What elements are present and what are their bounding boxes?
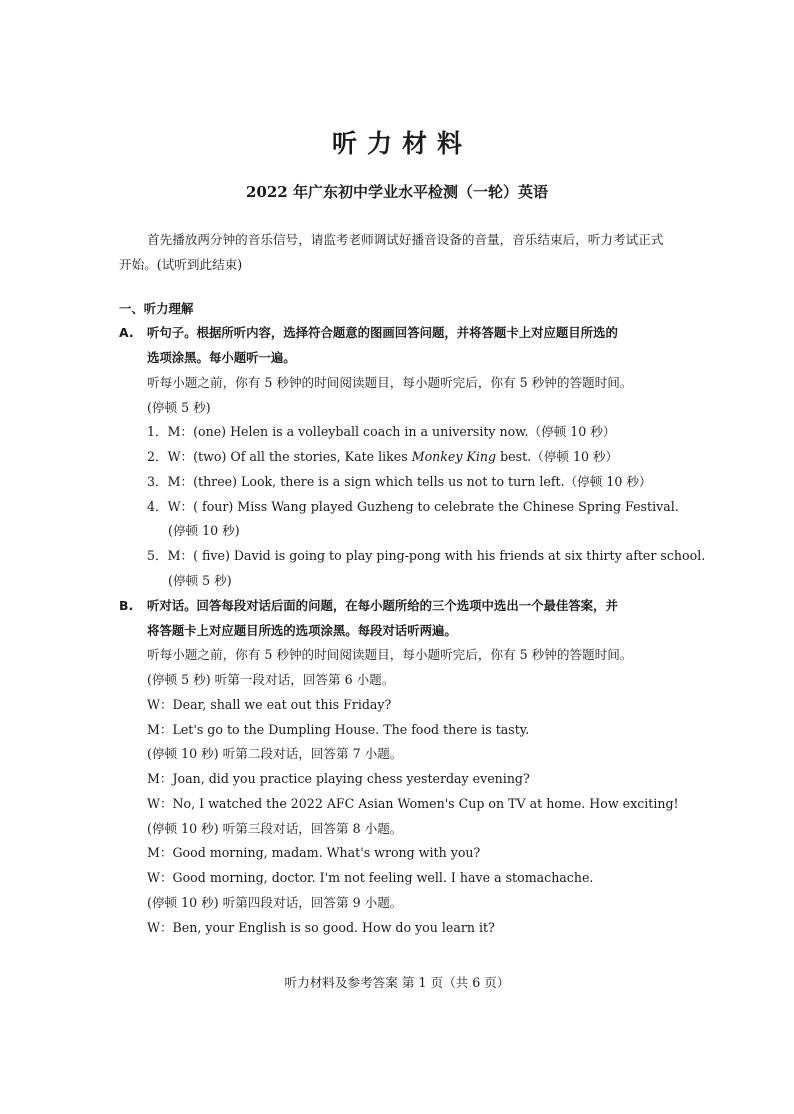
question-3: 3．M：(three) Look, there is a sign which tells us not to turn left.（停顿 10 秒） [147, 474, 652, 489]
dialog-line: W：Dear, shall we eat out this Friday? [147, 697, 392, 712]
dialog-line: M：Good morning, madam. What's wrong with you? [147, 845, 481, 860]
dialog-line: W：Ben, your English is so good. How do you learn it? [147, 920, 495, 935]
page-footer: 听力材料及参考答案 第 1 页（共 6 页） [284, 975, 510, 990]
part-a-pause: (停顿 5 秒) [147, 400, 211, 415]
question-4: 4．W：( four) Miss Wang played Guzheng to celebrate the Chinese Spring Festival. [147, 499, 679, 514]
question-2-text: 2．W：(two) Of all the stories, Kate likes [147, 449, 412, 464]
part-a-label: A. [119, 325, 134, 340]
question-2 [147, 448, 618, 466]
part-b-instruction-cont: 将答题卡上对应题目所选的选项涂黑。每段对话听两遍。 [147, 623, 457, 638]
page-title: 听力材料 [331, 129, 472, 158]
question-4-pause: (停顿 10 秒) [168, 523, 240, 538]
dialog-line: M：Joan, did you practice playing chess yesterday evening? [147, 771, 530, 786]
dialog-line: (停顿 10 秒) 听第三段对话，回答第 8 小题。 [147, 821, 403, 836]
intro-paragraph: 首先播放两分钟的音乐信号，请监考老师调试好播音设备的音量，音乐结束后，听力考试正式开始。(试听到此结束) [119, 232, 664, 272]
dialog-line: (停顿 10 秒) 听第四段对话，回答第 9 小题。 [147, 895, 403, 910]
dialog-line: W：No, I watched the 2022 AFC Asian Women's Cup on TV at home. How exciting! [147, 796, 679, 811]
section-heading: 一、听力理解 [119, 301, 194, 316]
dialog-line: (停顿 5 秒) 听第一段对话，回答第 6 小题。 [147, 672, 395, 687]
part-a-note: 听每小题之前，你有 5 秒钟的时间阅读题目，每小题听完后，你有 5 秒钟的答题时间。 [147, 375, 633, 390]
dialog-line: W：Good morning, doctor. I'm not feeling well. I have a stomachache. [147, 870, 594, 885]
part-b-note: 听每小题之前，你有 5 秒钟的时间阅读题目，每小题听完后，你有 5 秒钟的答题时间。 [147, 647, 633, 662]
part-a-instruction-cont: 选项涂黑。每小题听一遍。 [147, 350, 296, 365]
question-5: 5．M：( five) David is going to play ping-pong with his friends at six thirty after school. [147, 548, 706, 563]
question-5-pause: (停顿 5 秒) [168, 573, 232, 588]
part-b-label: B. [119, 598, 134, 613]
dialog-line: M：Let's go to the Dumpling House. The food there is tasty. [147, 722, 530, 737]
question-2-pause: best.（停顿 10 秒） [496, 449, 619, 464]
part-a-instruction: 听句子。根据所听内容，选择符合题意的图画回答问题，并将答题卡上对应题目所选的 [147, 325, 618, 340]
part-b-instruction: 听对话。回答每段对话后面的问题，在每小题所给的三个选项中选出一个最佳答案，并 [147, 598, 618, 613]
question-1: 1．M：(one) Helen is a volleyball coach in a university now.（停顿 10 秒） [147, 424, 616, 439]
question-2-title: Monkey King [411, 449, 497, 464]
exam-subtitle: 2022 年广东初中学业水平检测（一轮）英语 [246, 183, 548, 201]
dialog-line: (停顿 10 秒) 听第二段对话，回答第 7 小题。 [147, 746, 403, 761]
